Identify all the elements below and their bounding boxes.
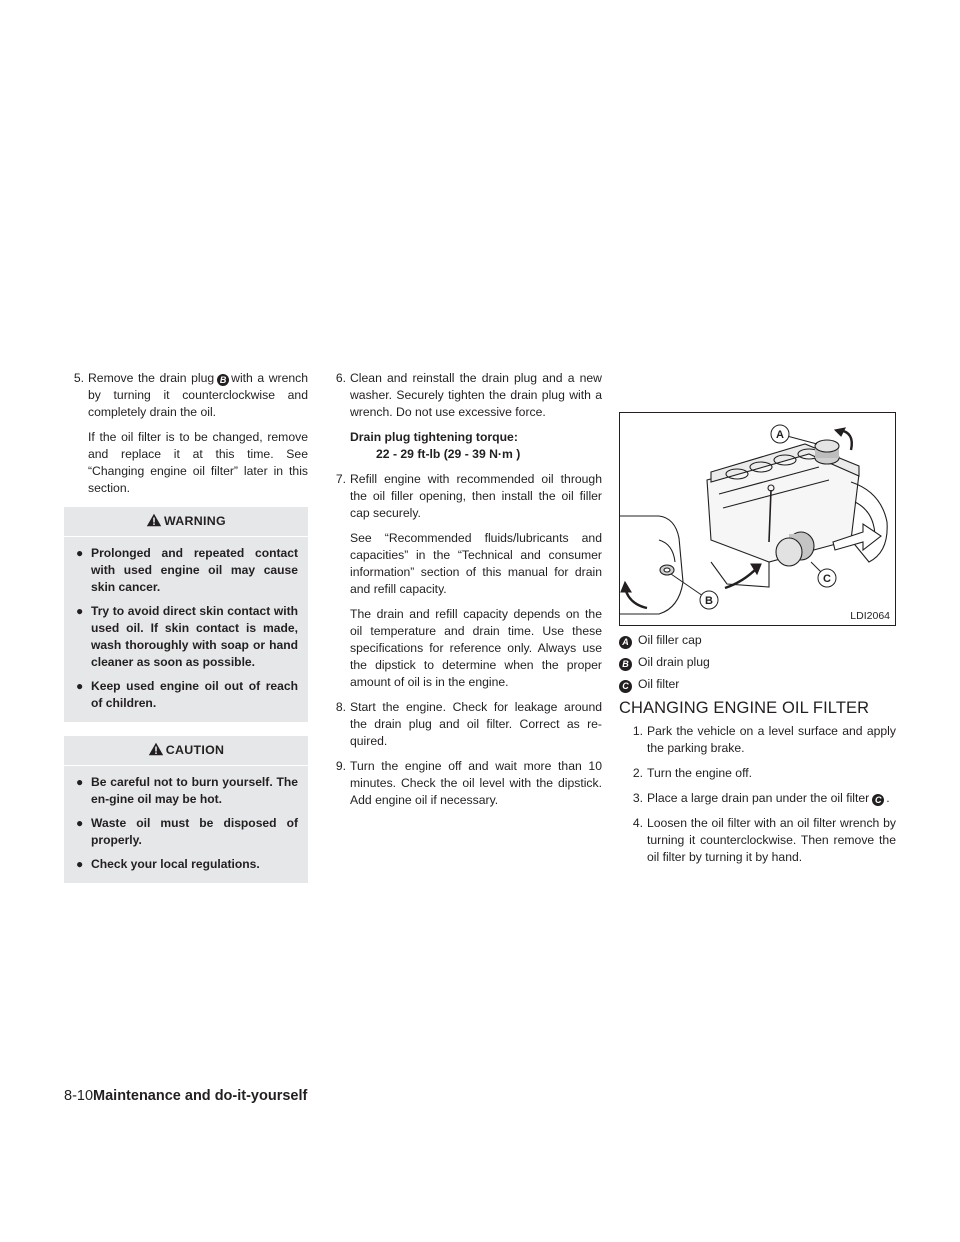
filter-step-text: Loosen the oil filter with an oil filter wrench by turning it counterclockwise. Then remove the oil filter by turning it by hand. bbox=[647, 816, 896, 864]
caution-title bbox=[64, 742, 308, 766]
caution-box bbox=[64, 736, 308, 883]
step-5-text bbox=[88, 370, 308, 421]
step-5-text-a: Remove the drain plug bbox=[88, 371, 215, 385]
marker-b-icon: B bbox=[217, 374, 229, 386]
bullet-icon: ● bbox=[76, 857, 84, 871]
torque-spec-value: 22 - 29 ft-lb (29 - 39 N·m ) bbox=[376, 447, 521, 461]
step-7-note: See “Recommended fluids/lubricants and capacities” in the “Technical and consumer information” section of this manual for drain and refill capacity. bbox=[350, 531, 602, 596]
marker-c-icon: C bbox=[619, 680, 632, 693]
warning-item-text: Try to avoid direct skin contact with used oil. If skin contact is made, wash thoroughly with soap or hand cleaner as soon as possible. bbox=[91, 604, 298, 669]
warning-item bbox=[74, 603, 298, 671]
step-number: 3. bbox=[632, 791, 643, 805]
step-5-text-b: with a wrench by turning it counterclockwise and completely drain the oil. bbox=[88, 371, 308, 419]
filter-step-text bbox=[647, 790, 896, 807]
label-b: B bbox=[705, 595, 713, 607]
column-left bbox=[64, 370, 308, 897]
section-heading: CHANGING ENGINE OIL FILTER bbox=[619, 699, 870, 717]
step-number: 8. bbox=[335, 700, 346, 714]
warning-item-text: Keep used engine oil out of reach of children. bbox=[91, 679, 298, 710]
warning-item bbox=[74, 678, 298, 712]
step-5 bbox=[64, 370, 308, 497]
torque-spec bbox=[350, 429, 602, 463]
step-number: 4. bbox=[632, 816, 643, 830]
legend-item bbox=[619, 654, 896, 676]
step-6 bbox=[326, 370, 602, 421]
page-footer bbox=[64, 1088, 307, 1104]
legend-item bbox=[619, 632, 896, 654]
legend-text: Oil drain plug bbox=[638, 655, 710, 669]
section-steps bbox=[623, 723, 896, 874]
step-9 bbox=[326, 758, 602, 809]
page-number: 8-10 bbox=[64, 1088, 94, 1104]
step-9-text: Turn the engine off and wait more than 10 minutes. Check the oil level with the dipstick. Add engine oil if necessary. bbox=[350, 759, 602, 807]
step-5-note: If the oil filter is to be changed, remove and replace it at this time. See “Changing engine oil filter” later in this section. bbox=[88, 430, 308, 495]
step-number: 6. bbox=[335, 371, 346, 385]
marker-a-icon: A bbox=[619, 636, 632, 649]
label-c: C bbox=[823, 573, 831, 585]
warning-box bbox=[64, 507, 308, 722]
step-number: 1. bbox=[632, 724, 643, 738]
figure-id: LDI2064 bbox=[850, 610, 890, 622]
step-7 bbox=[326, 471, 602, 691]
caution-title-text: CAUTION bbox=[165, 743, 225, 757]
chapter-title: Maintenance and do-it-yourself bbox=[93, 1088, 308, 1104]
marker-b-icon: B bbox=[619, 658, 632, 671]
step-number: 7. bbox=[335, 472, 346, 486]
step-8 bbox=[326, 699, 602, 750]
warning-item bbox=[74, 545, 298, 596]
bullet-icon: ● bbox=[76, 679, 84, 693]
bullet-icon: ● bbox=[76, 546, 84, 560]
warning-triangle-icon bbox=[146, 513, 162, 527]
step-number: 2. bbox=[632, 766, 643, 780]
warning-title bbox=[64, 513, 308, 537]
legend-item bbox=[619, 676, 896, 698]
column-middle bbox=[326, 370, 602, 817]
step-number: 9. bbox=[335, 759, 346, 773]
legend-text: Oil filter bbox=[638, 677, 680, 691]
engine-illustration bbox=[619, 412, 896, 626]
warning-item-text: Prolonged and repeated contact with used engine oil may cause skin cancer. bbox=[91, 546, 298, 594]
filter-step-text-b: . bbox=[886, 791, 890, 805]
caution-item bbox=[74, 815, 298, 849]
legend-text: Oil filler cap bbox=[638, 633, 702, 647]
step-number: 5. bbox=[73, 371, 84, 385]
label-a: A bbox=[776, 429, 784, 441]
step-8-text: Start the engine. Check for leakage around the drain plug and oil filter. Correct as re-quired. bbox=[350, 700, 602, 748]
filter-step-text-a: Place a large drain pan under the oil filter bbox=[647, 791, 870, 805]
caution-item-text: Waste oil must be disposed of properly. bbox=[91, 816, 298, 847]
engine-drawing bbox=[619, 412, 896, 626]
step-7-note: The drain and refill capacity depends on the oil temperature and drain time. Use these specifications for reference only. Always use the dipstick to determine when the proper amount of oil is in the engine. bbox=[350, 607, 602, 689]
figure-legend bbox=[619, 632, 896, 698]
step-6-text: Clean and reinstall the drain plug and a new washer. Securely tighten the drain plug with a wrench. Do not use excessive force. bbox=[350, 371, 602, 419]
torque-spec-label: Drain plug tightening torque: bbox=[350, 430, 518, 444]
filter-step-4 bbox=[623, 815, 896, 866]
warning-title-text: WARNING bbox=[164, 514, 226, 528]
filter-step-3 bbox=[623, 790, 896, 807]
caution-item-text: Check your local regulations. bbox=[91, 857, 260, 871]
filter-step-2 bbox=[623, 765, 896, 782]
caution-item bbox=[74, 856, 298, 873]
filter-step-1 bbox=[623, 723, 896, 757]
filter-step-text: Park the vehicle on a level surface and apply the parking brake. bbox=[647, 724, 896, 755]
step-7-text: Refill engine with recommended oil through the oil filler opening, then install the oil filler cap securely. bbox=[350, 472, 602, 520]
marker-c-icon: C bbox=[872, 794, 884, 806]
filter-step-text: Turn the engine off. bbox=[647, 766, 753, 780]
caution-item bbox=[74, 774, 298, 808]
caution-item-text: Be careful not to burn yourself. The en-gine oil may be hot. bbox=[91, 775, 298, 806]
caution-triangle-icon bbox=[148, 742, 164, 756]
bullet-icon: ● bbox=[76, 775, 84, 789]
bullet-icon: ● bbox=[76, 604, 84, 618]
bullet-icon: ● bbox=[76, 816, 84, 830]
